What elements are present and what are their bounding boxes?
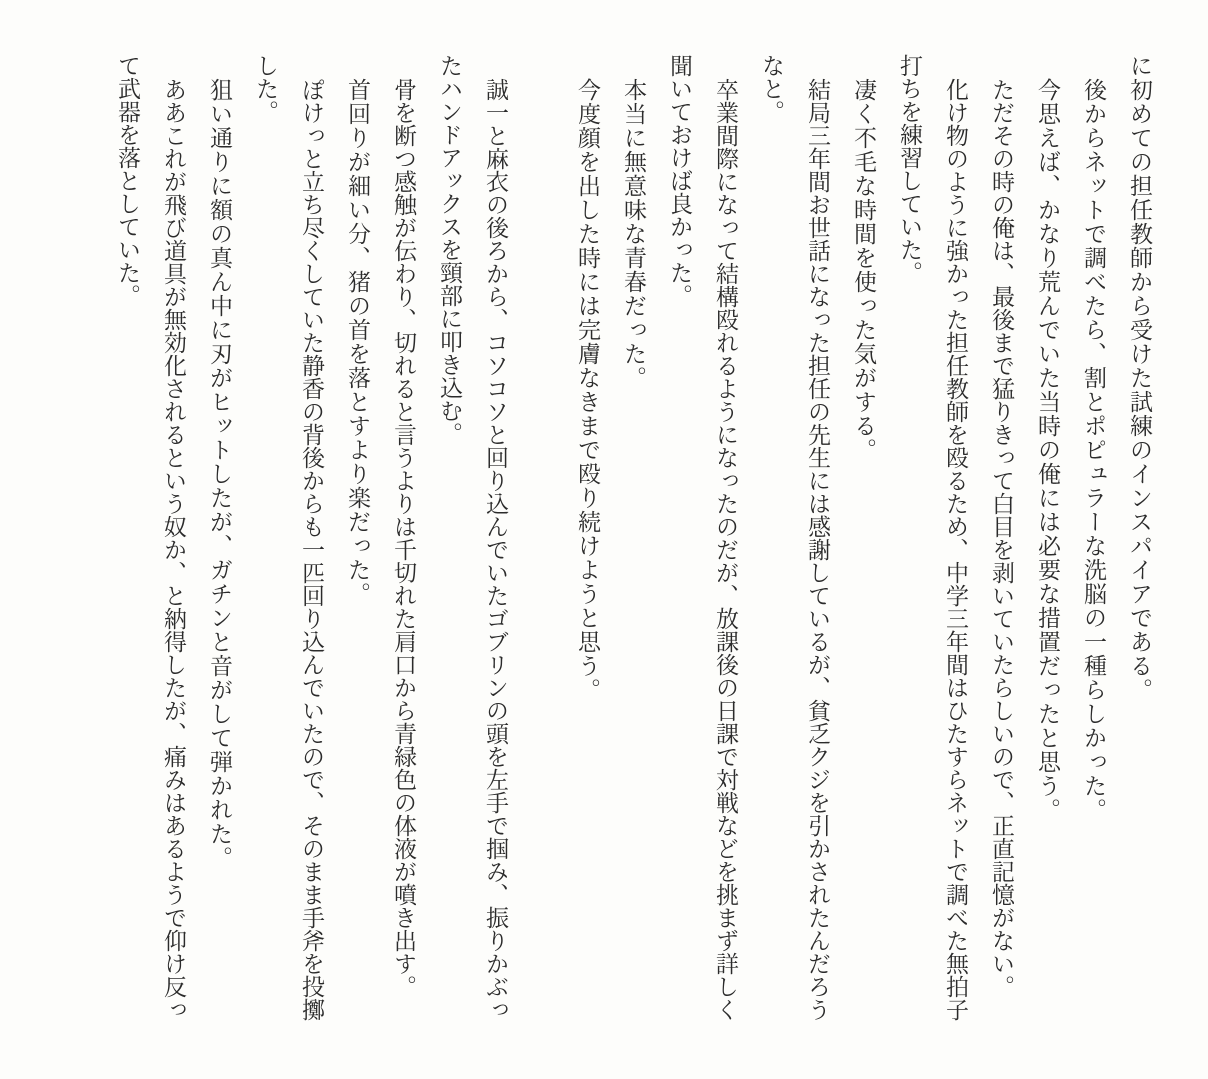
paragraph: 結局三年間お世話になった担任の先生には感謝しているが、貧乏クジを引かされたんだろうなと。 (759, 54, 830, 1021)
paragraph: 化け物のように強かった担任教師を殴るため、中学三年間はひたすらネットで調べた無拍子打ちを練習していた。 (897, 54, 968, 1021)
paragraph: 誠一と麻衣の後ろから、コソコソと回り込んでいたゴブリンの頭を左手で掴み、振りかぶったハンドアックスを頸部に叩き込む。 (437, 54, 508, 1021)
paragraph: 後からネットで調べたら、割とポピュラーな洗脳の一種らしかった。 (1081, 78, 1106, 822)
paragraph: ただその時の俺は、最後まで猛りきって白目を剥いていたらしいので、正直記憶がない。 (989, 78, 1014, 998)
paragraph: 本当に無意味な青春だった。 (621, 78, 646, 390)
paragraph: ああこれが飛び道具が無効化されるという奴か、と納得したが、痛みはあるようで仰け反って武器を落としていた。 (115, 54, 186, 1021)
paragraph: 凄く不毛な時間を使った気がする。 (851, 78, 876, 462)
paragraph: に初めての担任教師から受けた試練のインスパイアである。 (1127, 54, 1152, 702)
paragraph: 今思えば、かなり荒んでいた当時の俺には必要な措置だったと思う。 (1035, 78, 1060, 822)
paragraph: ぽけっと立ち尽くしていた静香の背後からも一匹回り込んでいたので、そのまま手斧を投擲した。 (253, 54, 324, 1021)
paragraph: 卒業間際になって結構殴れるようになったのだが、放課後の日課で対戦などを挑まず詳しく聞いておけば良かった。 (667, 54, 738, 1021)
paragraph: 首回りが細い分、猪の首を落とすより楽だった。 (345, 78, 370, 606)
paragraph: 狙い通りに額の真ん中に刃がヒットしたが、ガチンと音がして弾かれた。 (207, 78, 232, 870)
paragraph: 今度顔を出した時には完膚なきまで殴り続けようと思う。 (575, 78, 600, 702)
paragraph: 骨を断つ感触が伝わり、切れると言うよりは千切れた肩口から青緑色の体液が噴き出す。 (391, 78, 416, 998)
novel-text-body (104, 54, 1162, 1024)
